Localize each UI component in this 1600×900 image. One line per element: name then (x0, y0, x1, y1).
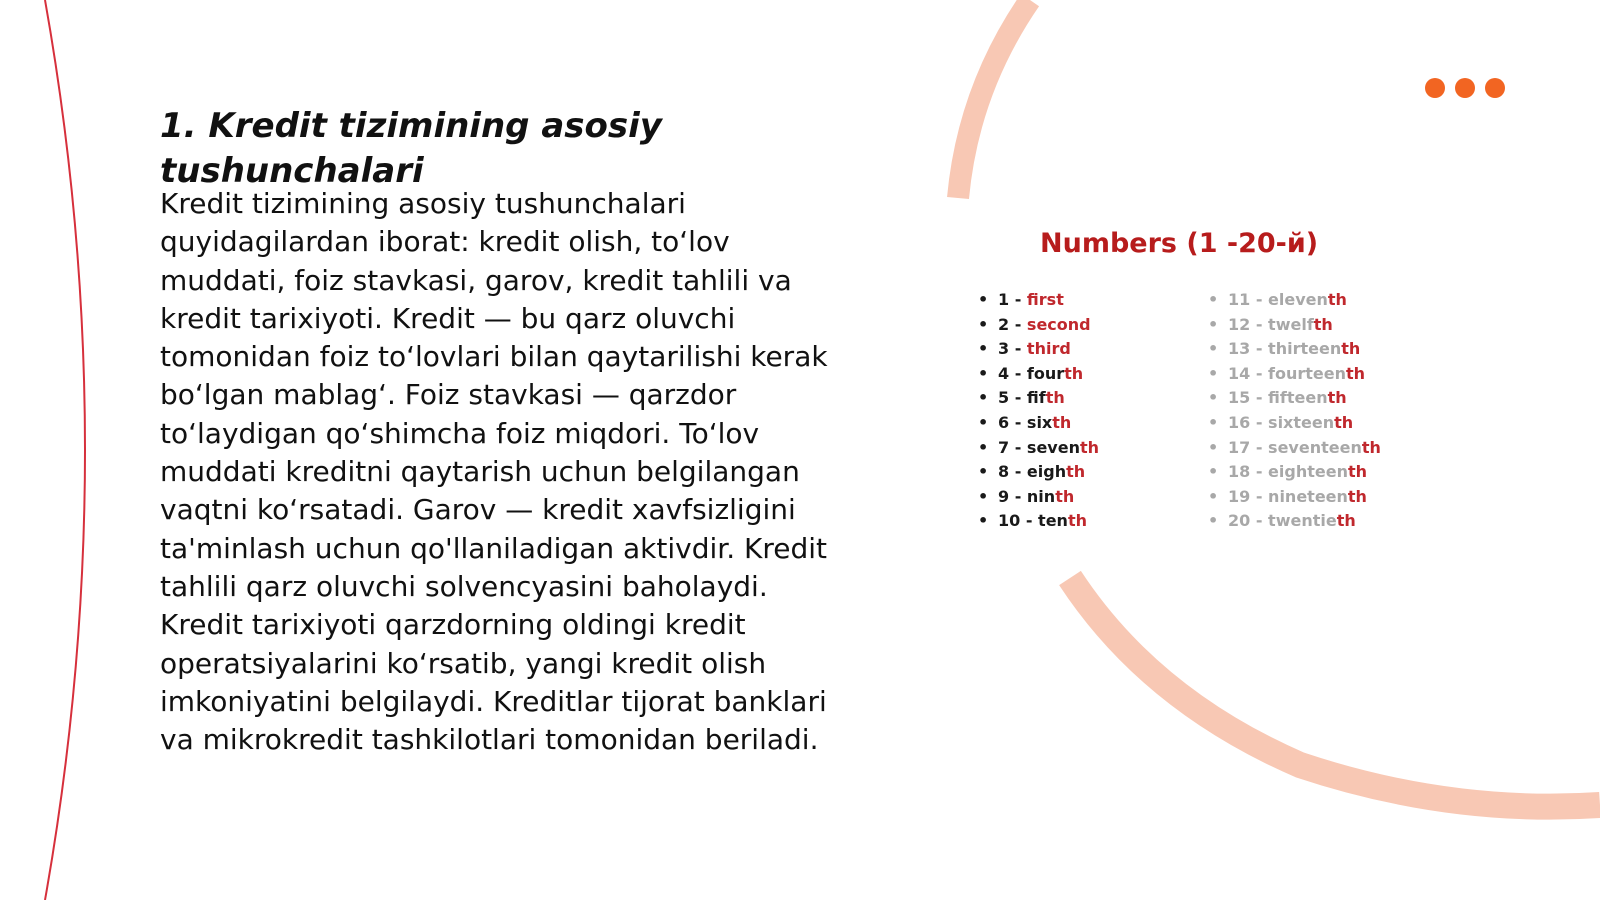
ordinal-item: • 11 - eleventh (1208, 290, 1381, 315)
ordinal-item: • 1 - first (978, 290, 1099, 315)
numbers-image-title: Numbers (1 -20-й) (1040, 228, 1319, 259)
peach-ring-top-arc (958, 0, 1030, 198)
ordinal-item: • 10 - tenth (978, 511, 1099, 536)
dot (1455, 78, 1475, 98)
ordinal-item: • 5 - fifth (978, 388, 1099, 413)
ordinal-item: • 19 - nineteenth (1208, 487, 1381, 512)
ordinal-item: • 2 - second (978, 315, 1099, 340)
ordinal-item: • 9 - ninth (978, 487, 1099, 512)
dot (1425, 78, 1445, 98)
ordinal-item: • 18 - eighteenth (1208, 462, 1381, 487)
dot (1485, 78, 1505, 98)
slide-body-text: Kredit tizimining asosiy tushunchalari quyidagilardan iborat: kredit olish, to‘lov muddati, foiz stavkasi, garov, kredit tahlili va kredit tarixiyoti. Kredit — bu qarz oluvchi tomonidan foiz to‘lovlari bilan qaytarilishi kerak bo‘lgan mablag‘. Foiz stavkasi — qarzdor to‘laydigan qo‘shimcha foiz miqdori. To‘lov muddati kreditni qaytarish uchun belgilangan vaqtni ko‘rsatadi. Garov — kredit xavfsizligini ta'minlash uchun qo'llaniladigan aktivdir. Kredit tahlili qarz oluvchi solvencyasini baholaydi. Kredit tarixiyoti qarzdorning oldingi kredit operatsiyalarini ko‘rsatib, yangi kredit olish imkoniyatini belgilaydi. Kreditlar tijorat banklari va mikrokredit tashkilotlari tomonidan beriladi. (160, 187, 828, 757)
ordinal-item: • 15 - fifteenth (1208, 388, 1381, 413)
ordinal-item: • 14 - fourteenth (1208, 364, 1381, 389)
ordinal-item: • 4 - fourth (978, 364, 1099, 389)
peach-ring-bottom-arc (1070, 578, 1600, 807)
ordinals-column-1 (978, 290, 1099, 536)
more-dots-icon (1425, 78, 1505, 98)
ordinals-column-2 (1208, 290, 1381, 536)
ordinal-item: • 8 - eighth (978, 462, 1099, 487)
left-red-curve (45, 0, 85, 900)
slide-title: 1. Kredit tizimining asosiy tushunchalari (160, 106, 662, 191)
ordinal-item: • 6 - sixth (978, 413, 1099, 438)
ordinal-item: • 16 - sixteenth (1208, 413, 1381, 438)
ordinal-item: • 17 - seventeenth (1208, 438, 1381, 463)
ordinal-item: • 13 - thirteenth (1208, 339, 1381, 364)
ordinal-item: • 12 - twelfth (1208, 315, 1381, 340)
ordinal-item: • 20 - twentieth (1208, 511, 1381, 536)
ordinal-item: • 7 - seventh (978, 438, 1099, 463)
ordinal-item: • 3 - third (978, 339, 1099, 364)
